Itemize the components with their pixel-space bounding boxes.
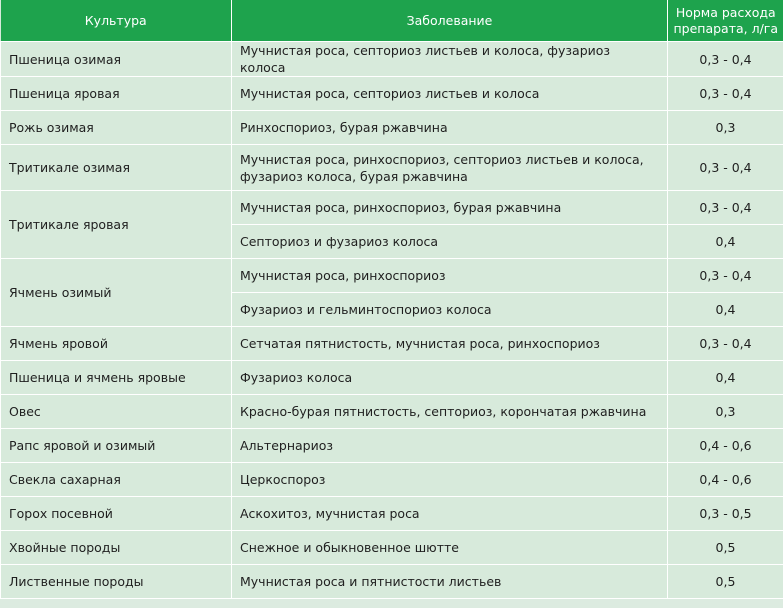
disease-cell: Церкоспороз — [232, 463, 668, 497]
table-row — [1, 111, 783, 145]
rate-cell: 0,4 — [668, 225, 783, 259]
rate-cell: 0,5 — [668, 531, 783, 565]
crop-cell: Пшеница озимая — [1, 42, 232, 77]
header-crop: Культура — [1, 0, 232, 42]
table-row — [1, 497, 783, 531]
crop-cell: Пшеница яровая — [1, 77, 232, 111]
crop-cell: Тритикале озимая — [1, 145, 232, 191]
rate-cell: 0,3 - 0,4 — [668, 42, 783, 77]
header-rate: Норма расхода препарата, л/га — [668, 0, 783, 42]
crop-cell: Ячмень яровой — [1, 327, 232, 361]
table-row — [1, 145, 783, 191]
disease-cell: Мучнистая роса и пятнистости листьев — [232, 565, 668, 599]
disease-cell: Септориоз и фузариоз колоса — [232, 225, 668, 259]
rate-cell: 0,4 - 0,6 — [668, 429, 783, 463]
disease-cell: Мучнистая роса, ринхоспориоз, септориоз листьев и колоса, фузариоз колоса, бурая ржавчина — [232, 145, 668, 191]
rate-cell: 0,3 — [668, 111, 783, 145]
disease-cell: Мучнистая роса, ринхоспориоз, бурая ржавчина — [232, 191, 668, 225]
rate-cell: 0,3 - 0,4 — [668, 77, 783, 111]
crop-cell: Пшеница и ячмень яровые — [1, 361, 232, 395]
disease-cell: Аскохитоз, мучнистая роса — [232, 497, 668, 531]
crop-cell: Тритикале яровая — [1, 191, 232, 259]
disease-cell: Мучнистая роса, септориоз листьев и колоса, фузариоз колоса — [232, 42, 668, 77]
table-row — [1, 259, 783, 293]
crop-cell: Овес — [1, 395, 232, 429]
header-disease: Заболевание — [232, 0, 668, 42]
crop-cell: Горох посевной — [1, 497, 232, 531]
table-row — [1, 327, 783, 361]
rate-cell: 0,3 — [668, 395, 783, 429]
disease-cell: Мучнистая роса, ринхоспориоз — [232, 259, 668, 293]
crop-cell: Свекла сахарная — [1, 463, 232, 497]
rate-cell: 0,3 - 0,4 — [668, 191, 783, 225]
disease-cell: Фузариоз колоса — [232, 361, 668, 395]
table-row — [1, 565, 783, 599]
crop-cell: Рожь озимая — [1, 111, 232, 145]
rate-cell: 0,3 - 0,4 — [668, 259, 783, 293]
rate-cell: 0,4 — [668, 361, 783, 395]
disease-cell: Фузариоз и гельминтоспориоз колоса — [232, 293, 668, 327]
table-row — [1, 191, 783, 225]
disease-cell: Сетчатая пятнистость, мучнистая роса, ринхоспориоз — [232, 327, 668, 361]
table-row — [1, 77, 783, 111]
rate-cell: 0,3 - 0,4 — [668, 145, 783, 191]
crop-cell: Ячмень озимый — [1, 259, 232, 327]
table-row — [1, 42, 783, 77]
table-row — [1, 395, 783, 429]
disease-cell: Снежное и обыкновенное шютте — [232, 531, 668, 565]
rate-cell: 0,4 - 0,6 — [668, 463, 783, 497]
disease-cell: Мучнистая роса, септориоз листьев и колоса — [232, 77, 668, 111]
rate-cell: 0,3 - 0,5 — [668, 497, 783, 531]
crop-cell: Рапс яровой и озимый — [1, 429, 232, 463]
table-row — [1, 463, 783, 497]
table-header-row — [1, 0, 783, 42]
table-row — [1, 429, 783, 463]
rate-cell: 0,3 - 0,4 — [668, 327, 783, 361]
rate-cell: 0,5 — [668, 565, 783, 599]
crop-cell: Хвойные породы — [1, 531, 232, 565]
disease-cell: Альтернариоз — [232, 429, 668, 463]
rate-cell: 0,4 — [668, 293, 783, 327]
disease-cell: Ринхоспориоз, бурая ржавчина — [232, 111, 668, 145]
disease-cell: Красно-бурая пятнистость, септориоз, корончатая ржавчина — [232, 395, 668, 429]
table-row — [1, 361, 783, 395]
crop-cell: Лиственные породы — [1, 565, 232, 599]
table-row — [1, 531, 783, 565]
